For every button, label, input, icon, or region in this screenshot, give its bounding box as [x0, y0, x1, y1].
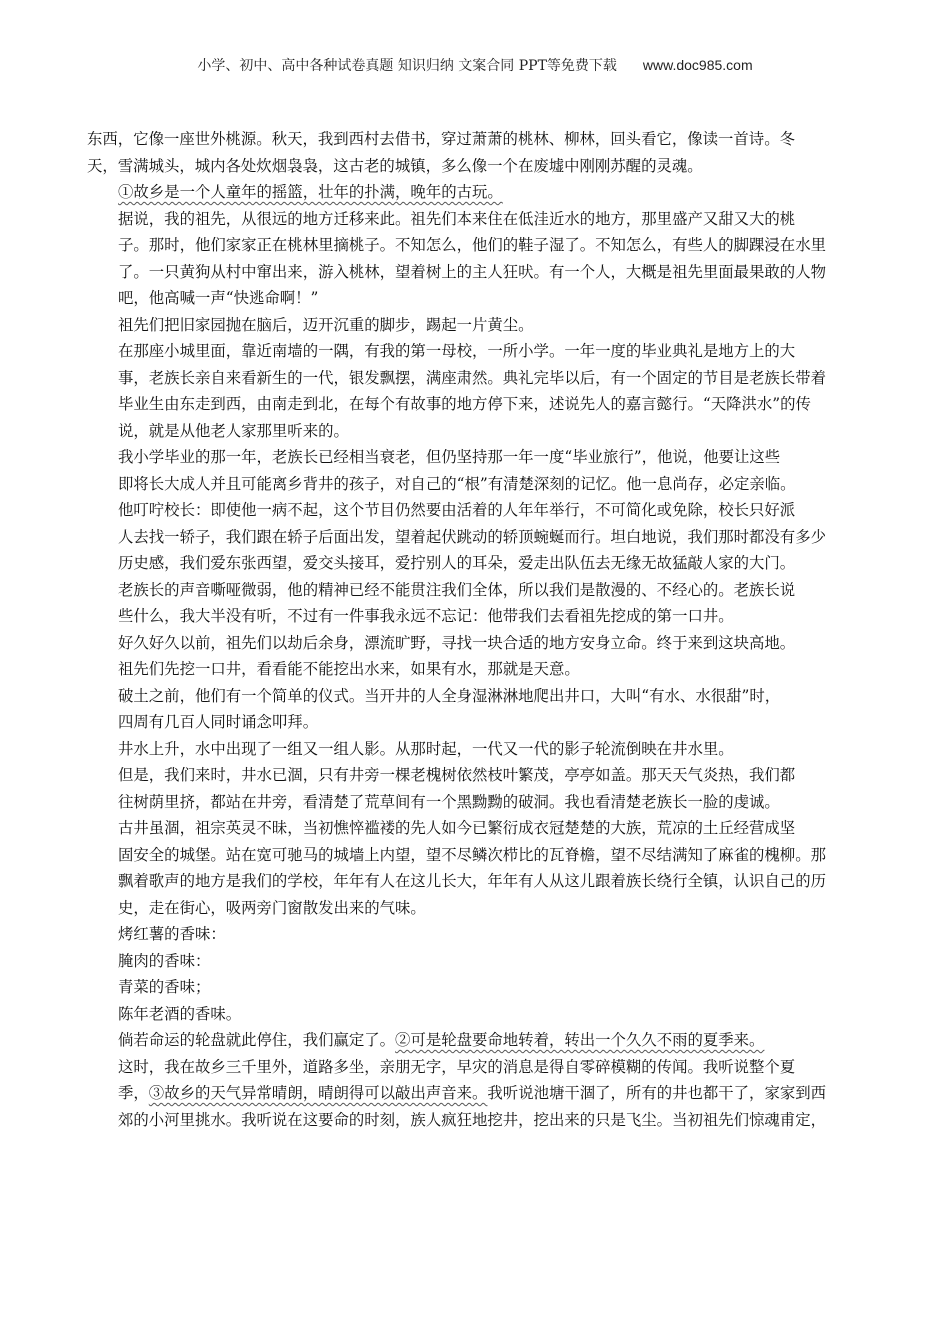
text-line: 老族长的声音嘶哑微弱，他的精神已经不能贯注我们全体，所以我们是散漫的、不经心的。老族长说: [118, 580, 796, 599]
text-line: 事，老族长亲自来看新生的一代，银发飘摆，满座肃然。典礼完毕以后，有一个固定的节目是老族长带着: [118, 368, 826, 387]
wavy-underlined-sentence: ①故乡是一个人童年的摇篮，壮年的扑满，晚年的古玩。: [118, 183, 503, 201]
text-line: 井水上升，水中出现了一组又一组人影。从那时起，一代又一代的影子轮流倒映在井水里。: [118, 739, 734, 758]
text-line: 古井虽涸，祖宗英灵不昧，当初憔悴褴褛的先人如今已繁衍成衣冠楚楚的大族，荒凉的土丘经营成坚: [118, 819, 796, 837]
text-line: 在那座小城里面，靠近南墙的一隅，有我的第一母校，一所小学。一年一度的毕业典礼是地方上的大: [118, 342, 796, 360]
text-line: 陈年老酒的香味。: [118, 1004, 242, 1023]
text-line: 毕业生由东走到西，由南走到北，在每个有故事的地方停下来，述说先人的嘉言懿行。“天降洪水”的传: [118, 395, 811, 413]
paragraph-marked-1: [87, 179, 865, 206]
paragraph: [87, 948, 865, 975]
text-line: 子。那时，他们家家正在桃林里摘桃子。不知怎么，他们的鞋子湿了。不知怎么，有些人的脚踝浸在水里: [118, 236, 826, 254]
text-line: 往树荫里挤，都站在井旁，看清楚了荒草间有一个黑黝黝的破洞。我也看清楚老族长一脸的虔诚。: [118, 792, 780, 811]
text-line: 烤红薯的香味：: [118, 925, 226, 943]
text-line: 说，就是从他老人家那里听来的。: [118, 421, 349, 440]
text-line: 好久好久以前，祖先们以劫后余身，漂流旷野，寻找一块合适的地方安身立命。终于来到这块高地。: [118, 633, 796, 652]
paragraph: [87, 444, 865, 497]
text-line: 些什么，我大半没有听，不过有一件事我永远不忘记：他带我们去看祖先挖成的第一口井。: [118, 607, 734, 625]
paragraph: [87, 974, 865, 1001]
paragraph: [87, 762, 865, 815]
paragraph-marked-2: [87, 1027, 865, 1054]
paragraph: [87, 921, 865, 948]
text-line: 飘着歌声的地方是我们的学校，年年有人在这儿长大，年年有人从这儿跟着族长绕行全镇，认识自己的历: [118, 872, 826, 890]
paragraph: [87, 683, 865, 736]
text-line: 他叮咛校长：即使他一病不起，这个节目仍然要由活着的人年年举行，不可简化或免除，校长只好派: [118, 501, 796, 519]
text-line: 季，③故乡的天气异常晴朗，晴朗得可以敲出声音来。我听说池塘干涸了，所有的井也都干了，家家到西: [118, 1084, 827, 1102]
text-line: 东西，它像一座世外桃源。秋天，我到西村去借书，穿过萧萧的桃林、柳林，回头看它，像读一首诗。冬: [87, 130, 795, 148]
paragraph: [87, 1001, 865, 1028]
text-line: 祖先们先挖一口井，看看能不能挖出水来，如果有水，那就是天意。: [118, 660, 580, 678]
text-line: 郊的小河里挑水。我听说在这要命的时刻，族人疯狂地挖井，挖出来的只是飞尘。当初祖先们惊魂甫定，: [118, 1110, 826, 1129]
wavy-underlined-sentence: ②可是轮盘要命地转着，转出一个久久不雨的夏季来。: [395, 1031, 765, 1049]
paragraph: [87, 815, 865, 921]
text-line: 四周有几百人同时诵念叩拜。: [118, 713, 319, 731]
paragraph: [87, 338, 865, 444]
text-line: 了。一只黄狗从村中窜出来，游入桃林，望着树上的主人狂吠。有一个人，大概是祖先里面最果敢的人物: [118, 262, 826, 281]
text-line: 即将长大成人并且可能离乡背井的孩子，对自己的“根”有清楚深刻的记忆。他一息尚存，必定亲临。: [118, 474, 796, 493]
text-line: 史，走在街心，吸两旁门窗散发出来的气味。: [118, 898, 426, 917]
text-line: 但是，我们来时，井水已涸，只有井旁一棵老槐树依然枝叶繁茂，亭亭如盖。那天天气炎热，我们都: [118, 766, 796, 784]
paragraph: [87, 736, 865, 763]
text-line: 吧，他高喊一声“快逃命啊！”: [118, 289, 319, 307]
paragraph: [87, 630, 865, 683]
article-body: [87, 126, 865, 1133]
text-line: 腌肉的香味：: [118, 951, 211, 970]
header-url[interactable]: www.doc985.com: [642, 57, 753, 73]
paragraph: [87, 206, 865, 312]
paragraph-marked-3: [87, 1054, 865, 1134]
paragraph: [87, 126, 865, 179]
paragraph: [87, 577, 865, 630]
text-line: 人去找一轿子，我们跟在轿子后面出发，望着起伏跳动的轿顶蜿蜒而行。坦白地说，我们那时都没有多少: [118, 527, 826, 546]
paragraph: [87, 312, 865, 339]
page-header: [0, 55, 950, 75]
text-line: 这时，我在故乡三千里外，道路多坐，亲朋无字，早灾的消息是得自零碎模糊的传闻。我听说整个夏: [118, 1057, 796, 1076]
wavy-underlined-sentence: ③故乡的天气异常晴朗，晴朗得可以敲出声音来。: [148, 1084, 488, 1102]
text-line: 天，雪满城头，城内各处炊烟袅袅，这古老的城镇，多么像一个在废墟中刚刚苏醒的灵魂。: [87, 156, 703, 175]
header-text: 小学、初中、高中各种试卷真题 知识归纳 文案合同 PPT等免费下载: [197, 58, 617, 74]
text-line: 我小学毕业的那一年，老族长已经相当衰老，但仍坚持那一年一度“毕业旅行”，他说，他要让这些: [118, 448, 781, 466]
text-line: 据说，我的祖先，从很远的地方迁移来此。祖先们本来住在低洼近水的地方，那里盛产又甜又大的桃: [118, 209, 796, 228]
paragraph: [87, 497, 865, 577]
text-line: 青菜的香味；: [118, 978, 211, 996]
text-line: 固安全的城堡。站在宽可驰马的城墙上内望，望不尽鳞次栉比的瓦脊檐，望不尽结满知了麻雀的槐柳。那: [118, 845, 826, 864]
text-line: 倘若命运的轮盘就此停住，我们赢定了。②可是轮盘要命地转着，转出一个久久不雨的夏季来。: [118, 1031, 765, 1049]
text-line: 破土之前，他们有一个简单的仪式。当开井的人全身湿淋淋地爬出井口，大叫“有水、水很甜”时，: [118, 686, 781, 705]
text-line: 历史感，我们爱东张西望，爱交头接耳，爱拧别人的耳朵，爱走出队伍去无缘无故猛敲人家的大门。: [118, 554, 796, 572]
text-line: 祖先们把旧家园抛在脑后，迈开沉重的脚步，踢起一片黄尘。: [118, 315, 534, 334]
